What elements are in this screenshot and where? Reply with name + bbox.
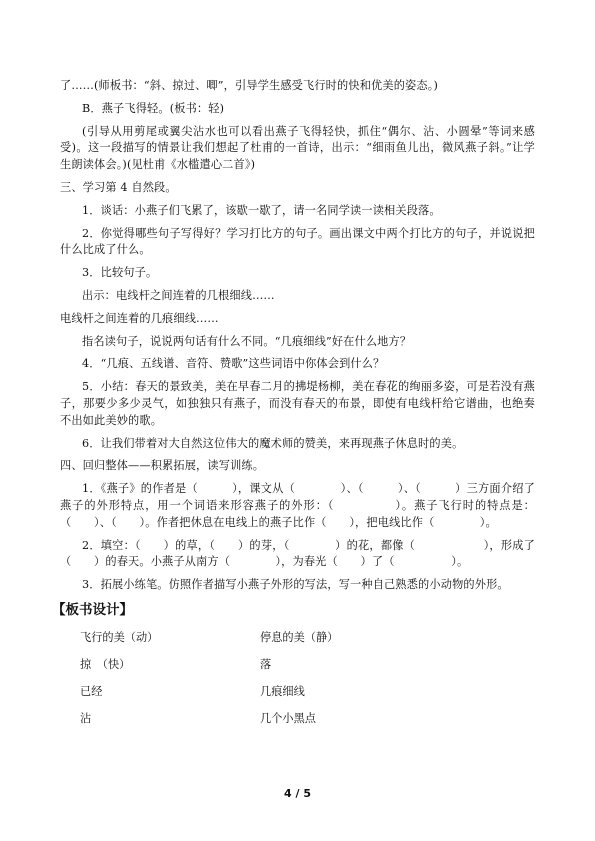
paragraph: 4．“几痕、五线谱、音符、赞歌”这些词语中你体会到什么？ [82,357,385,371]
board-design-title: 【板书设计】 [52,601,133,618]
board-left-item: 飞行的美（动） [80,631,159,645]
board-right-item: 几痕细线 [260,684,305,698]
board-right-item: 几个小黑点 [260,711,316,725]
paragraph: 2．你觉得哪些句子写得好？学习打比方的句子。画出课文中两个打比方的句子，并说说把什么比成了什么。 [60,226,535,257]
paragraph: (引导从用剪尾或翼尖沾水也可以看出燕子飞得轻快，抓住“偶尔、沾、小圆晕”等词来感受)。这一段描写的情景让我们想起了杜甫的一首诗，出示：“细雨鱼儿出，微风燕子斜。”让学生朗读体会。)(见杜甫《水槛遣心二首》) [60,124,535,172]
board-left-item: 掠 （快） [80,657,131,671]
paragraph: 1．谈话：小燕子们飞累了，该歇一歇了，请一名同学读一读相关段落。 [82,203,441,217]
section-heading: 三、学习第 4 自然段。 [60,180,177,194]
board-left-item: 沾 [80,711,92,725]
board-left-item: 已经 [80,684,103,698]
paragraph: 3．比较句子。 [82,266,158,280]
paragraph: 5．小结：春天的景致美，美在早春二月的拂堤杨柳，美在春花的绚丽多姿，可是若没有燕子，那要少多少灵气，如独独只有燕子，而没有春天的布景，即使有电线杆给它谱曲，也绝奏不出如此美妙的歌。 [60,380,535,427]
section-heading: 四、回归整体——积累拓展，读写训练。 [60,459,265,473]
page-number: 4 / 5 [284,787,311,800]
paragraph: 了……(师板书：“斜、掠过、唧”，引导学生感受飞行时的快和优美的姿态。) [60,79,438,92]
board-right-item: 落 [260,657,272,671]
paragraph: 6．让我们带着对大自然这位伟大的魔术师的赞美，来再现燕子休息时的美。 [82,436,464,450]
paragraph: 指名读句子，说说两句话有什么不同。“几痕细线”好在什么地方？ [82,334,412,348]
paragraph: 出示：电线杆之间连着的几根细线…… [82,288,275,302]
board-right-item: 停息的美（静） [260,631,339,645]
paragraph: 2．填空：（ ）的草，（ ）的芽，（ ）的花，都像（ ），形成了（ ）的春天。小燕子从南方（ ），为春光（ ）了（ ）。 [60,538,535,569]
paragraph: 电线杆之间连着的几痕细线…… [60,311,219,325]
paragraph: B．燕子飞得轻。(板书：轻) [82,101,225,115]
paragraph: 3．拓展小练笔。仿照作者描写小燕子外形的写法，写一种自己熟悉的小动物的外形。 [82,578,509,592]
paragraph: 1．《燕子》的作者是（ ），课文从（ ）、（ ）、（ ）三方面介绍了燕子的外形特点，用一个词语来形容燕子的外形：（ ）。燕子飞行时的特点是：（ ）、（ ）。作者把休息在电线上的燕子比作（ ），把电线比作（ ）。 [60,482,535,529]
board-design [80,630,535,727]
